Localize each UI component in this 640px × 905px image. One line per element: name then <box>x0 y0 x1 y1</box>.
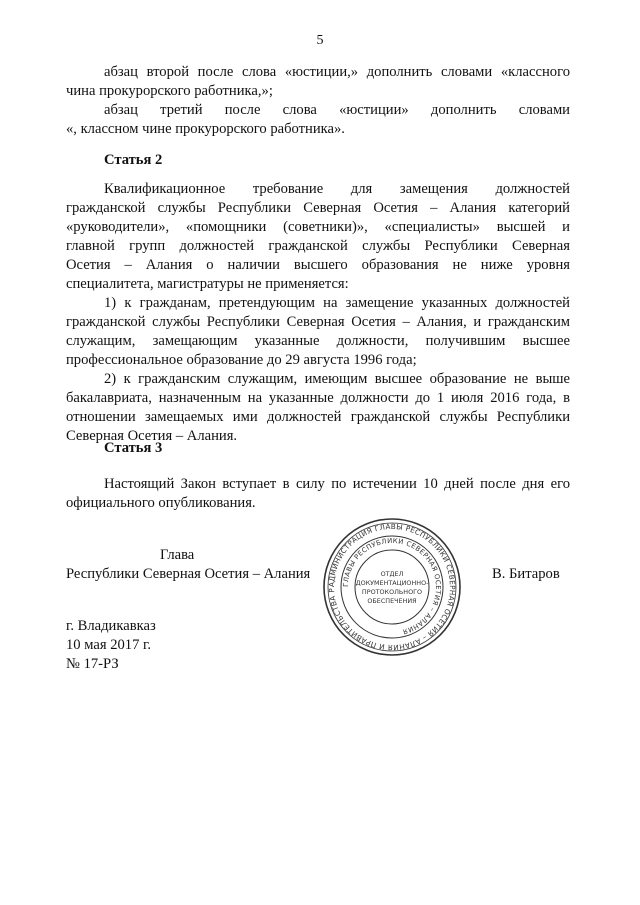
text-line: гражданской службы Республики Северная Осетия – Алания, и гражданским <box>66 314 570 330</box>
text-line: абзац второй после слова «юстиции,» дополнить словами «классного <box>104 64 570 80</box>
text-line: служащим, замещающим указанные должности, получившим высшее <box>66 333 570 349</box>
seal-inner-text: ГЛАВЫ РЕСПУБЛИКИ СЕВЕРНАЯ ОСЕТИЯ – АЛАНИЯ <box>341 536 443 636</box>
text-line: официального опубликования. <box>66 495 256 511</box>
seal-inner-ring <box>355 550 429 624</box>
article-2-paragraph-3 <box>66 370 570 446</box>
law-number: № 17-РЗ <box>66 656 119 672</box>
text-line: «, классном чине прокурорского работника». <box>66 121 345 137</box>
law-date: 10 мая 2017 г. <box>66 637 152 653</box>
text-line: профессиональное образование до 29 августа 1996 года; <box>66 352 417 368</box>
article-3-heading: Статья 3 <box>104 440 163 456</box>
article-3-paragraph-1 <box>66 475 570 513</box>
text-line: гражданской службы Республики Северная Осетия – Алания категорий <box>66 200 570 216</box>
text-line: отношении замещаемых ими должностей гражданской службы Республики <box>66 409 570 425</box>
seal-graphic <box>322 517 462 657</box>
signature-title-line-2: Республики Северная Осетия – Алания <box>66 566 311 582</box>
place-date-block <box>66 617 156 674</box>
city: г. Владикавказ <box>66 618 156 634</box>
signatory-name: В. Битаров <box>492 566 560 582</box>
page-number: 5 <box>316 33 324 48</box>
article-2-heading: Статья 2 <box>104 152 163 168</box>
text-line: 2) к гражданским служащим, имеющим высшее образование не выше <box>104 371 570 387</box>
seal-center-text: ПРОТОКОЛЬНОГО <box>361 588 423 596</box>
seal-ring <box>341 536 443 638</box>
intro-paragraph-1 <box>66 63 570 101</box>
text-line: Настоящий Закон вступает в силу по истечении 10 дней после дня его <box>104 476 570 492</box>
text-line: Квалификационное требование для замещения должностей <box>104 181 570 197</box>
text-line: 1) к гражданам, претендующим на замещение указанных должностей <box>104 295 570 311</box>
text-line: чина прокурорского работника,»; <box>66 83 273 99</box>
text-line: бакалавриата, назначенным на указанные должности до 1 июля 2016 года, в <box>66 390 570 406</box>
seal-center-text: ОБЕСПЕЧЕНИЯ <box>367 597 417 605</box>
signature-title <box>66 546 310 584</box>
text-line: «руководители», «помощники (советники)», «специалисты» высшей и <box>66 219 570 235</box>
signature-title-line-1: Глава <box>160 547 195 563</box>
article-2-paragraph-2 <box>66 294 570 370</box>
seal-outer-text: АДМИНИСТРАЦИЯ ГЛАВЫ РЕСПУБЛИКИ СЕВЕРНАЯ ОСЕТИЯ – АЛАНИЯ И ПРАВИТЕЛЬСТВА Р <box>326 521 458 653</box>
seal-center-text: ОТДЕЛ <box>380 570 404 578</box>
text-line: главной групп должностей гражданской службы Республики Северная <box>66 238 570 254</box>
text-line: специалитета, магистратуры не применяется: <box>66 276 349 292</box>
text-line: Осетия – Алания о наличии высшего образования не ниже уровня <box>66 257 570 273</box>
official-seal <box>322 517 462 657</box>
intro-paragraph-2 <box>66 101 570 139</box>
seal-center-text: ДОКУМЕНТАЦИОННО- <box>355 579 429 587</box>
text-line: абзац третий после слова «юстиции» дополнить словами <box>104 102 570 118</box>
article-2-paragraph-1 <box>66 180 570 294</box>
text-line: Северная Осетия – Алания. <box>66 428 238 444</box>
